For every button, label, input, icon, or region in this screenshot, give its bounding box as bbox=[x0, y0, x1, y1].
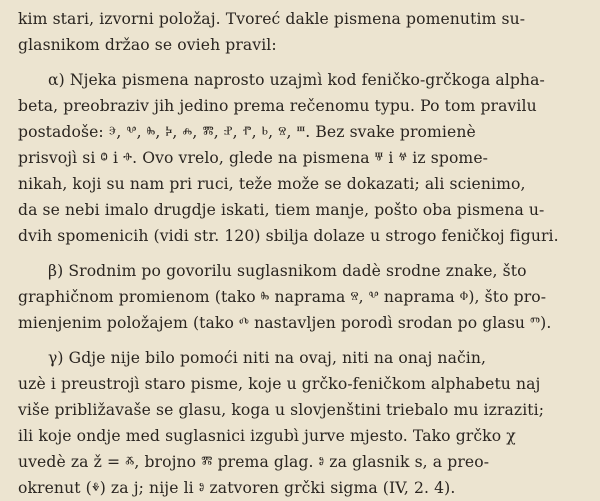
para-gamma-line-3: više približavaše se glasu, koga u slovjenštini triebalo mu izraziti; bbox=[18, 401, 545, 419]
para-beta-line-2: graphičnom promienom (tako ⰸ naprama ⱄ, ⰲ naprama ⱇ), što pro- bbox=[18, 288, 547, 306]
para-alpha-line-5: nikah, koji su nam pri ruci, teže može se dokazati; ali scienimo, bbox=[18, 175, 526, 193]
para-alpha-line-6: da se nebi imalo drugdje iskati, tiem manje, pošto oba pismena u- bbox=[18, 201, 545, 219]
para-beta-line-1: β) Srodnim po govorilu suglasnikom dadè srodne znake, što bbox=[48, 262, 527, 280]
text-line-2: glasnikom držao se ovieh pravil: bbox=[18, 36, 277, 54]
text-line-1: kim stari, izvorni položaj. Tvoreć dakle pismena pomenutim su- bbox=[18, 10, 526, 28]
para-gamma-line-6: okrenut (ⰷ) za j; nije li ⱁ zatvoren grčki sigma (IV, 2. 4). bbox=[18, 479, 456, 497]
para-alpha-line-2: beta, preobraziv jih jedino prema rečenomu typu. Po tom pravilu bbox=[18, 97, 537, 115]
para-alpha-line-3: postadoše: ⰵ, ⰲ, ⰸ, ⰽ, ⰾ, ⰿ, ⱀ, ⱂ, ⱃ, ⱄ, ⱎ. Bez svake promienè bbox=[18, 123, 476, 141]
para-gamma-line-2: uzè i preustrojì staro pisme, koje u grčko-feničkom alphabetu naj bbox=[18, 375, 541, 393]
para-alpha-line-4: prisvojì si ⱉ i ⱚ. Ovo vrelo, glede na pismena ⱋ i ⱍ iz spome- bbox=[18, 149, 489, 167]
para-gamma-line-4: ili koje ondje med suglasnici izgubì jurve mjesto. Tako grčko χ bbox=[18, 427, 516, 445]
para-beta-line-3: mienjenim položajem (tako ⰴ nastavljen porodì srodan po glasu ⱅ). bbox=[18, 314, 552, 332]
para-alpha-line-1: α) Njeka pismena naprosto uzajmì kod feničko-grčkoga alpha- bbox=[48, 71, 545, 89]
para-gamma-line-1: γ) Gdje nije bilo pomoći niti na ovaj, niti na onaj način, bbox=[48, 349, 487, 367]
para-alpha-line-7: dvih spomenicih (vidi str. 120) sbilja dolaze u strogo feničkoj figuri. bbox=[18, 227, 559, 245]
para-gamma-line-5: uvedè za ž = ⰶ, brojno ⰿ prema glag. ⱁ za glasnik s, a preo- bbox=[18, 453, 490, 471]
